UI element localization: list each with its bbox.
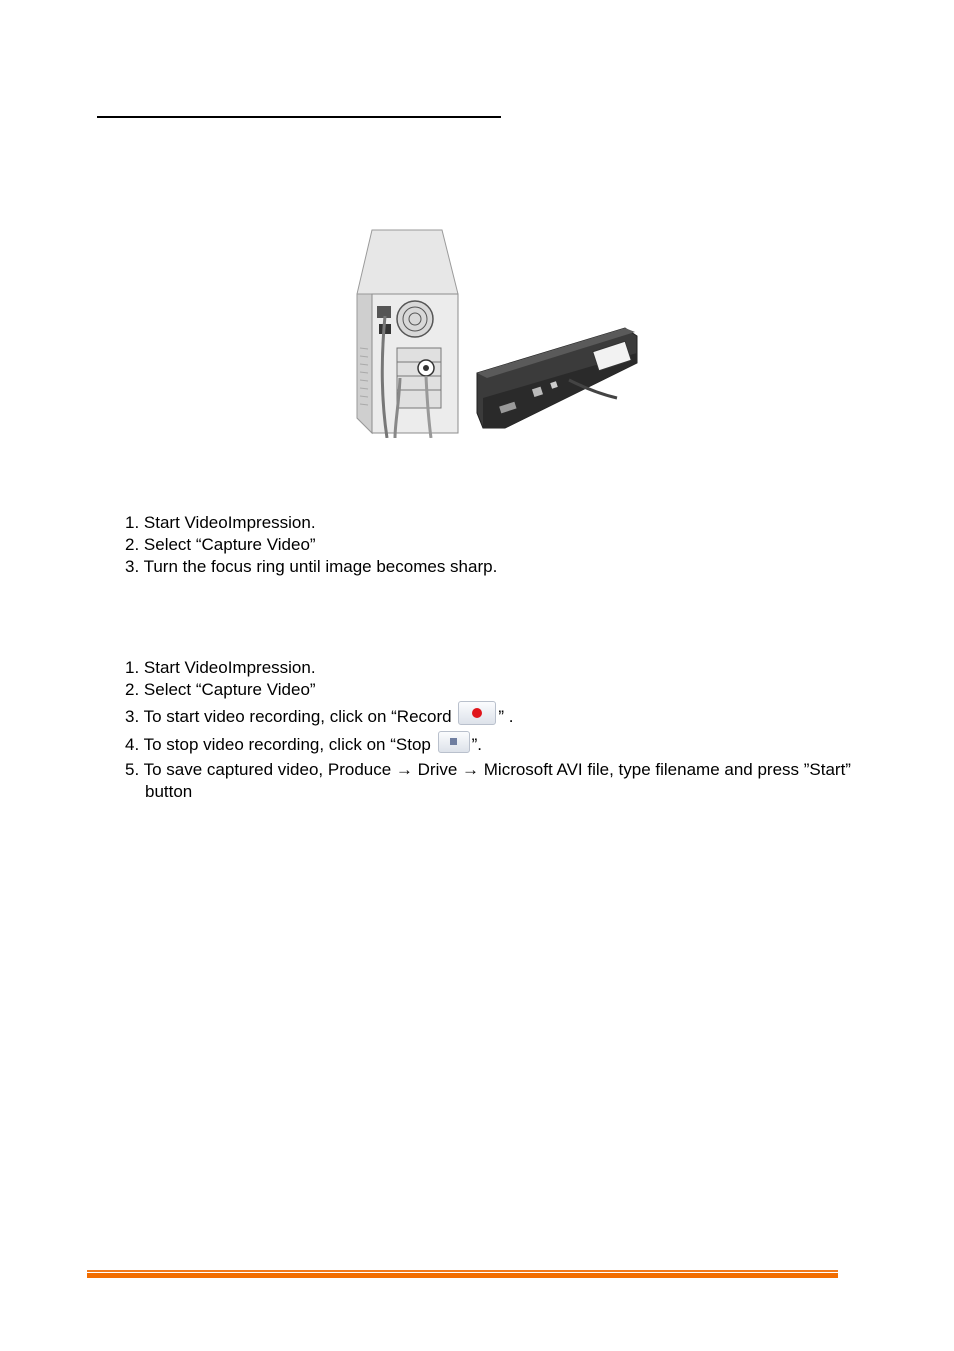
stop-button-icon [438,731,470,753]
list-item: 2. Select “Capture Video” [125,535,316,554]
record-button-icon [458,701,496,725]
record-step-suffix: ” . [498,707,514,726]
pc-tower-illustration [357,230,458,438]
list-item: 1. Start VideoImpression. [125,513,316,532]
title-underline [97,116,501,118]
recording-instructions-list [125,657,855,803]
list-item: 2. Select “Capture Video” [125,680,316,699]
focus-instructions-list [125,512,497,578]
footer-rule-thick [87,1273,838,1278]
stop-step-text: 4. To stop video recording, click on “Stop [125,735,431,754]
stop-step-suffix: ”. [471,735,482,754]
list-item: 3. Turn the focus ring until image becomes sharp. [125,557,498,576]
record-step-text: 3. To start video recording, click on “Record [125,707,452,726]
connection-illustration [355,228,655,438]
list-item [125,731,855,759]
list-item: 1. Start VideoImpression. [125,658,316,677]
list-item: 5. To save captured video, Produce → Drive → Microsoft AVI file, type filename and press ”Start” button [125,760,851,801]
footer-rule [87,1270,838,1272]
laptop-illustration [477,328,637,428]
list-item [125,701,855,731]
